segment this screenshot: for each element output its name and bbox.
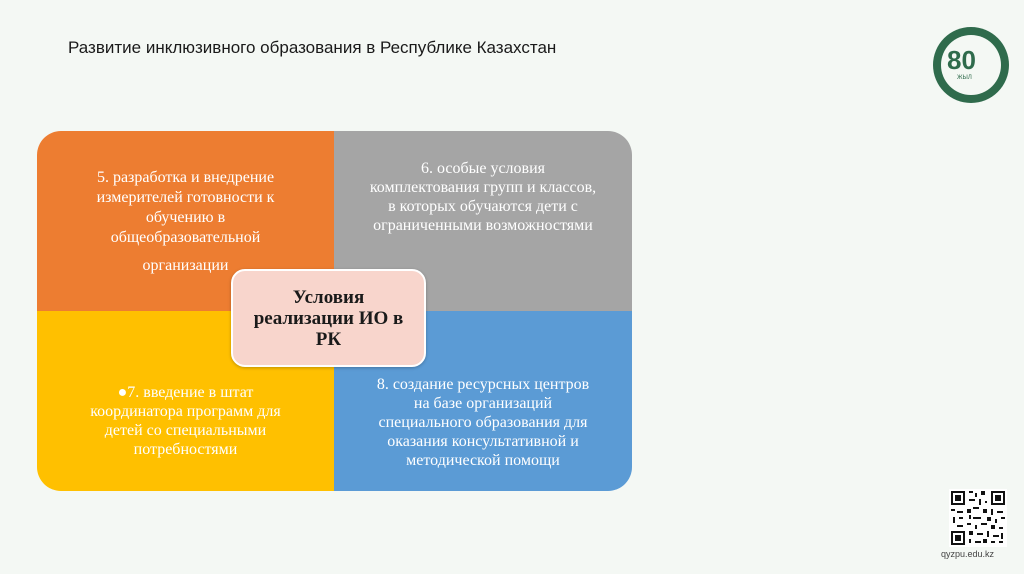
- logo-subtitle: ЖЫЛ: [957, 75, 972, 81]
- qr-code-icon: [949, 489, 1007, 547]
- slide-title: Развитие инклюзивного образования в Республике Казахстан: [68, 38, 557, 57]
- quadrant-7-text: ●7. введение в штат координатора программ для детей со специальными потребностями: [90, 384, 281, 458]
- center-box: Условия реализации ИО в РК: [231, 269, 426, 367]
- qr-caption: qyzpu.edu.kz: [941, 549, 995, 559]
- quadrant-8-text: 8. создание ресурсных центров на базе организаций специального образования для оказания консультативной и методической помощи: [376, 376, 590, 469]
- quadrant-5-text-last: организации: [142, 257, 229, 274]
- anniversary-logo: [933, 27, 1009, 103]
- quadrant-6-text: 6. особые условия комплектования групп и классов, в которых обучаются дети с ограниченными возможностями: [369, 160, 597, 234]
- logo-number: 80: [947, 45, 976, 75]
- quadrant-5-text: 5. разработка и внедрение измерителей готовности к обучению в общеобразовательной: [96, 169, 275, 246]
